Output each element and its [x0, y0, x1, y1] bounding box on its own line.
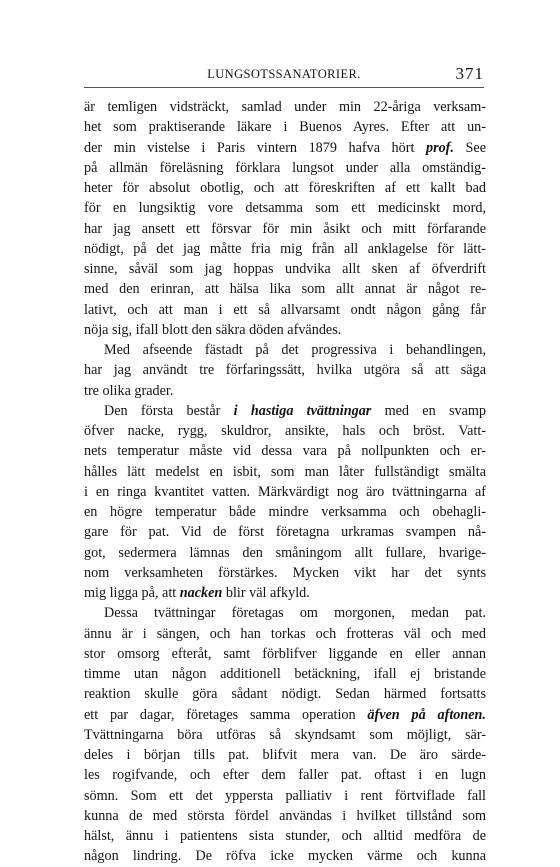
- text-line: [84, 462, 486, 482]
- line-text: nödigt, på det jag måtte fria mig från all anklagelse för lätt-: [84, 240, 486, 257]
- line-text: lativt, och att man i ett så allvarsamt ondt någon gång får: [84, 301, 486, 318]
- text-line: [84, 381, 486, 401]
- paragraph: [84, 401, 486, 604]
- emphasized-text: prof.: [425, 139, 454, 156]
- text-line: [84, 644, 486, 664]
- line-text: mig ligga på, att: [84, 585, 180, 601]
- text-line: [84, 482, 486, 502]
- line-text: öfver nacke, rygg, skuldror, ansikte, hals och bröst. Vatt-: [84, 423, 486, 439]
- line-text: har jag ansett ett försvar för min åsikt och mitt förfarande: [84, 220, 486, 237]
- line-text: ett par dagar, företages samma operation: [84, 706, 368, 723]
- line-text: het som praktiserande läkare i Buenos Ayres. Efter att un-: [84, 119, 486, 136]
- line-text: med den erinran, att hälsa lika som allt annat är något re-: [84, 281, 486, 298]
- text-line: [84, 563, 486, 583]
- line-text: nom verksamheten förstärkes. Mycken vikt har det synts: [84, 564, 486, 581]
- text-line: [84, 117, 486, 137]
- text-line: [84, 97, 486, 117]
- line-text: stor omsorg efteråt, samt förblifver liggande en eller annan: [84, 645, 486, 662]
- text-line: [84, 745, 486, 765]
- line-text: på allmän föreläsning förklara lungsot under alla omständig-: [84, 159, 486, 176]
- text-line: [84, 219, 486, 239]
- text-line: [84, 522, 486, 542]
- text-line: [84, 624, 486, 644]
- line-text: Dessa tvättningar företagas om morgonen, medan pat.: [104, 605, 486, 622]
- text-line: [84, 360, 486, 380]
- header-rule: [84, 87, 484, 88]
- text-line: [84, 543, 486, 563]
- line-text: got, sedermera lämnas den småningom allt fullare, hvarige-: [84, 544, 486, 561]
- line-text: sömn. Som ett det yppersta palliativ i rent förtviflade fall: [84, 787, 486, 804]
- line-text: hålles lätt medelst en isbit, som man låter fullständigt smälta: [84, 463, 486, 480]
- line-text: nöja sig, ifall blott den säkra döden afvändes.: [84, 321, 342, 338]
- paragraph: [84, 603, 486, 866]
- body-text: [84, 97, 486, 867]
- line-text: sinne, såväl som jag hoppas undvika allt sken af öfverdrift: [84, 261, 486, 277]
- text-line: [84, 502, 486, 522]
- text-line: [84, 725, 486, 745]
- line-text-continued: See: [453, 139, 486, 156]
- text-line: [84, 320, 486, 340]
- text-line: [84, 826, 486, 846]
- line-text: der min vistelse i Paris vintern 1879 hafva hört: [84, 139, 426, 156]
- paragraph: [84, 340, 486, 401]
- text-line: [84, 158, 486, 178]
- line-text: deles i början tills pat. blifvit mera van. De äro särde-: [84, 747, 486, 763]
- text-line: [84, 138, 486, 158]
- text-line: [84, 300, 486, 320]
- line-text: Med afseende fästadt på det progressiva i behandlingen,: [104, 342, 486, 358]
- text-line: [84, 684, 486, 704]
- line-text: heter för absolut obotlig, och att föreskriften af ett kallt bad: [84, 180, 486, 196]
- text-line: [84, 198, 486, 218]
- text-line: [84, 786, 486, 806]
- line-text: i en ringa kvantitet vatten. Märkvärdigt nog äro tvättningarna af: [84, 483, 486, 500]
- text-line: [84, 279, 486, 299]
- line-text: har jag användt tre förfaringssätt, hvilka utgöra så att säga: [84, 362, 486, 379]
- text-line: [84, 765, 486, 785]
- line-text: Tvättningarna böra utföras så skyndsamt som möjligt, sär-: [84, 726, 486, 743]
- text-line: [84, 401, 486, 421]
- line-text: för en lungsiktig vore detsamma som ett medicinskt mord,: [84, 200, 486, 217]
- text-line: [84, 178, 486, 198]
- text-line: [84, 441, 486, 461]
- text-line: [84, 583, 486, 603]
- paragraph: [84, 97, 486, 340]
- emphasized-text: äfven på aftonen.: [367, 706, 486, 723]
- line-text: är temligen vidsträckt, samlad under min 22-åriga verksam-: [84, 99, 486, 115]
- text-line: [84, 806, 486, 826]
- text-line: [84, 705, 486, 725]
- line-text-continued: med en svamp: [371, 402, 486, 419]
- line-text: les rogifvande, och efter dem faller pat. oftast i en lugn: [84, 767, 486, 784]
- line-text: ännu är i sängen, och han torkas och frotteras väl och med: [84, 625, 486, 642]
- running-head: [84, 64, 484, 87]
- line-text: någon lindring. De röfva icke mycken värme och kunna: [84, 848, 486, 865]
- line-text: kunna de med största fördel användas i hvilket tillstånd som: [84, 807, 486, 824]
- text-line: [84, 259, 486, 279]
- emphasized-text: i hastiga tvättningar: [233, 402, 372, 419]
- line-text: en högre temperatur både mindre verksamma och obehagli-: [84, 504, 486, 520]
- text-line: [84, 421, 486, 441]
- text-line: [84, 340, 486, 360]
- line-text: timme utan någon additionell betäckning, ifall ej bristande: [84, 666, 486, 682]
- text-line: [84, 664, 486, 684]
- text-line: [84, 846, 486, 866]
- line-text: gare för pat. Vid de först företagna urkramas svampen nå-: [84, 524, 486, 541]
- line-text-continued: blir väl afkyld.: [222, 585, 310, 601]
- line-text: tre olika grader.: [84, 382, 174, 399]
- running-title: LUNGSOTSSANATORIER.: [207, 67, 361, 81]
- page-number: 371: [455, 64, 484, 83]
- line-text: hälst, ännu i patientens sista stunder, och alltid medföra de: [84, 828, 486, 844]
- line-text: Den första består: [104, 402, 234, 419]
- emphasized-text: nacken: [179, 585, 223, 601]
- line-text: nets temperatur måste vid dessa vara på nollpunkten och er-: [84, 443, 486, 460]
- line-text: reaktion skulle göra sådant nödigt. Sedan härmed fortsatts: [84, 686, 486, 703]
- text-line: [84, 239, 486, 259]
- text-line: [84, 603, 486, 623]
